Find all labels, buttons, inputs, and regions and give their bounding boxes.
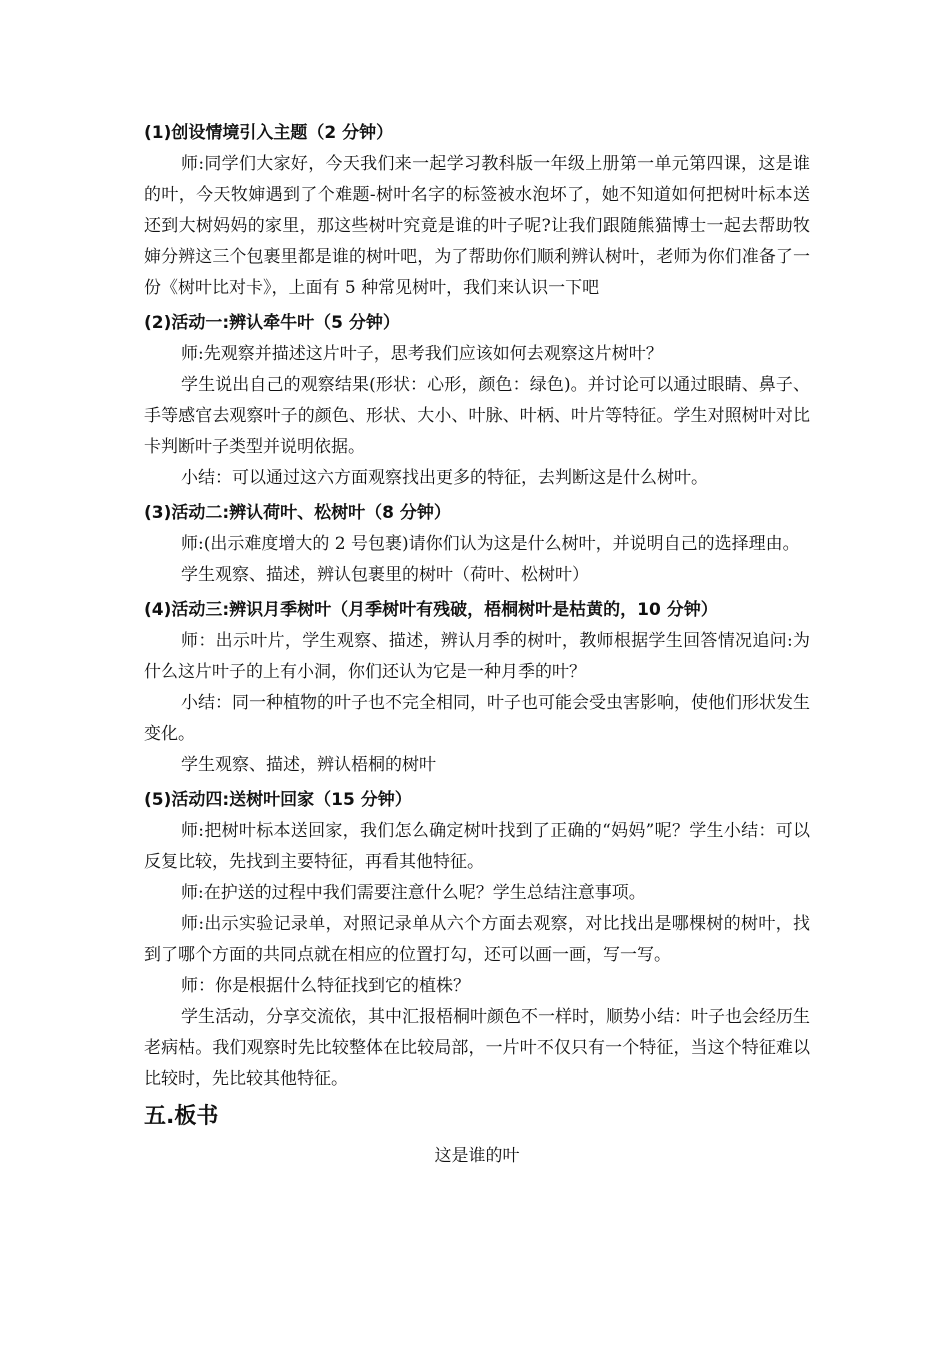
paragraph: 学生说出自己的观察结果(形状：心形，颜色：绿色)。并讨论可以通过眼睛、鼻子、手等感官去观察叶子的颜色、形状、大小、叶脉、叶柄、叶片等特征。学生对照树叶对比卡判断叶子类型并说明依据。 bbox=[144, 375, 810, 457]
section-5 bbox=[144, 785, 810, 1095]
section-2 bbox=[144, 308, 810, 494]
paragraph: 师：出示叶片，学生观察、描述，辨认月季的树叶，教师根据学生回答情况追问:为什么这片叶子的上有小洞，你们还认为它是一种月季的叶？ bbox=[144, 631, 810, 682]
paragraph: 学生活动，分享交流依，其中汇报梧桐叶颜色不一样时，顺势小结：叶子也会经历生老病枯。我们观察时先比较整体在比较局部，一片叶不仅只有一个特征，当这个特征难以比较时，先比较其他特征。 bbox=[144, 1007, 810, 1089]
section-heading: (2)活动一:辨认牵牛叶（5 分钟） bbox=[144, 313, 400, 333]
section-heading: (4)活动三:辨识月季树叶（月季树叶有残破，梧桐树叶是枯黄的，10 分钟） bbox=[144, 600, 718, 620]
paragraph: 学生观察、描述，辨认梧桐的树叶 bbox=[181, 755, 436, 775]
paragraph: 师:同学们大家好，今天我们来一起学习教科版一年级上册第一单元第四课，这是谁的叶，今天牧婶遇到了个难题-树叶名字的标签被水泡坏了，她不知道如何把树叶标本送还到大树妈妈的家里，那这些树叶究竟是谁的叶子呢?让我们跟随熊猫博士一起去帮助牧婶分辨这三个包裹里都是谁的树叶吧，为了帮助你们顺利辨认树叶，老师为你们准备了一份《树叶比对卡》，上面有 5 种常见树叶，我们来认识一下吧 bbox=[144, 154, 810, 298]
paragraph: 小结：同一种植物的叶子也不完全相同，叶子也可能会受虫害影响，使他们形状发生变化。 bbox=[144, 693, 810, 744]
section-heading: (3)活动二:辨认荷叶、松树叶（8 分钟） bbox=[144, 503, 451, 523]
section-4 bbox=[144, 595, 810, 781]
paragraph: 师:在护送的过程中我们需要注意什么呢？学生总结注意事项。 bbox=[181, 883, 646, 903]
paragraph: 师:先观察并描述这片叶子，思考我们应该如何去观察这片树叶？ bbox=[181, 344, 663, 364]
paragraph: 师:把树叶标本送回家，我们怎么确定树叶找到了正确的“妈妈”呢？学生小结：可以反复比较，先找到主要特征，再看其他特征。 bbox=[144, 821, 810, 872]
document-page bbox=[144, 118, 810, 1172]
paragraph: 小结：可以通过这六方面观察找出更多的特征，去判断这是什么树叶。 bbox=[181, 468, 708, 488]
chapter-title: 五.板书 bbox=[144, 1104, 219, 1129]
paragraph: 师:出示实验记录单，对照记录单从六个方面去观察，对比找出是哪棵树的树叶，找到了哪个方面的共同点就在相应的位置打勾，还可以画一画，写一写。 bbox=[144, 914, 810, 965]
paragraph: 师：你是根据什么特征找到它的植株？ bbox=[181, 976, 470, 996]
section-3 bbox=[144, 498, 810, 591]
section-1 bbox=[144, 118, 810, 304]
section-heading: (1)创设情境引入主题（2 分钟） bbox=[144, 123, 394, 143]
paragraph: 师:(出示难度增大的 2 号包裹)请你们认为这是什么树叶，并说明自己的选择理由。 bbox=[181, 534, 800, 554]
section-heading: (5)活动四:送树叶回家（15 分钟） bbox=[144, 790, 412, 810]
board-title: 这是谁的叶 bbox=[434, 1146, 520, 1166]
paragraph: 学生观察、描述，辨认包裹里的树叶（荷叶、松树叶） bbox=[181, 565, 589, 585]
